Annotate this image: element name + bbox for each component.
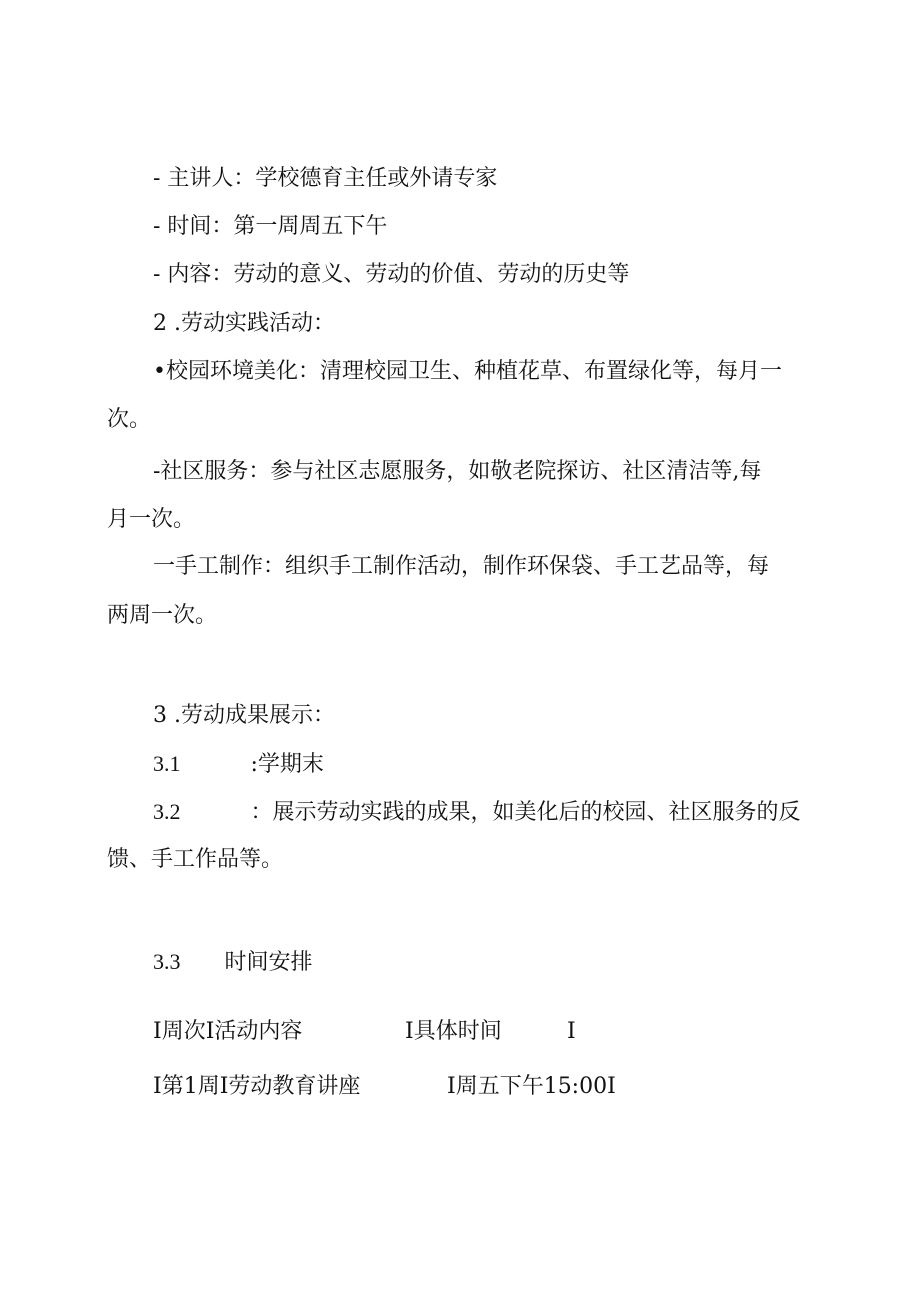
row-week-activity: I第1周I劳动教育讲座 <box>153 1074 361 1099</box>
item-3-3 <box>153 938 313 987</box>
header-specific-time: I具体时间 <box>405 1019 502 1044</box>
item-3-1-text: :学期末 <box>250 752 324 777</box>
item-3-1-number: 3.1 <box>153 751 181 776</box>
community-service-line-1: -社区服务：参与社区志愿服务，如敬老院探访、社区清洁等,每 <box>153 459 762 484</box>
content-line: - 内容：劳动的意义、劳动的价值、劳动的历史等 <box>153 262 630 287</box>
item-3-2-line-2: 馈、手工作品等。 <box>107 847 284 872</box>
item-3-2-number: 3.2 <box>153 799 181 824</box>
item-3-2-text: ：展示劳动实践的成果，如美化后的校园、社区服务的反 <box>250 800 801 825</box>
section-3-heading: 3 .劳动成果展示： <box>153 703 335 728</box>
item-3-3-text: 时间安排 <box>224 950 313 975</box>
campus-activity-line-1: •校园环境美化：清理校园卫生、种植花草、布置绿化等，每月一 <box>153 359 782 384</box>
time-line: - 时间：第一周周五下午 <box>153 214 388 239</box>
handcraft-line-2: 两周一次。 <box>107 603 218 628</box>
header-week-activity: I周次I活动内容 <box>153 1019 303 1044</box>
campus-activity-line-2: 次。 <box>107 407 152 432</box>
handcraft-line-1: 一手工制作：组织手工制作活动，制作环保袋、手工艺品等，每 <box>153 554 770 579</box>
item-3-2 <box>153 788 801 837</box>
speaker-line: - 主讲人：学校德育主任或外请专家 <box>153 166 498 191</box>
community-service-line-2: 月一次。 <box>107 507 196 532</box>
header-end-border: I <box>567 1019 576 1044</box>
row-specific-time: I周五下午15:00I <box>447 1074 616 1099</box>
item-3-1 <box>153 740 324 789</box>
section-2-heading: 2 .劳动实践活动： <box>153 311 335 336</box>
item-3-3-number: 3.3 <box>153 949 181 974</box>
